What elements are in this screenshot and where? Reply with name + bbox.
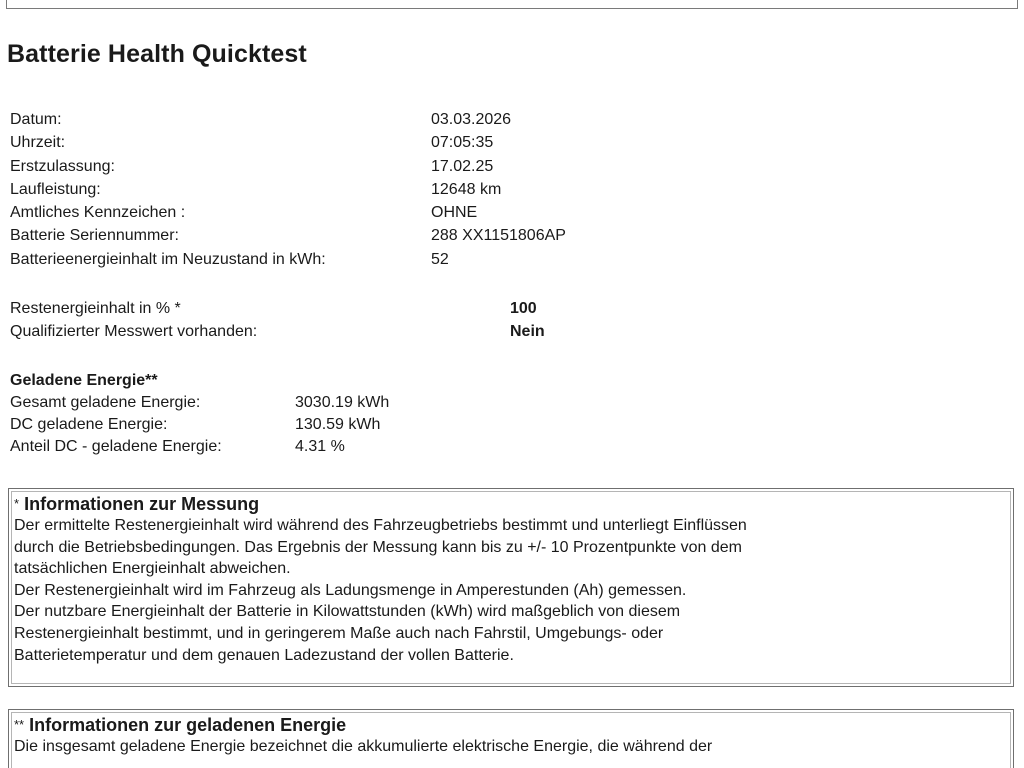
note-line: durch die Betriebsbedingungen. Das Ergebnis der Messung kann bis zu +/- 10 Prozentpunkte von dem (14, 538, 742, 556)
result-label: Qualifizierter Messwert vorhanden: (10, 323, 258, 340)
footnote-marker: * (14, 496, 20, 511)
info-value: 17.02.25 (431, 157, 494, 175)
energy-value: 130.59 kWh (295, 416, 381, 433)
measurement-info-title: Informationen zur Messung (24, 494, 260, 514)
previous-section-frame (6, 0, 1018, 9)
note-line: Der ermittelte Restenergieinhalt wird während des Fahrzeugbetriebs bestimmt und unterliegt Einflüssen (14, 517, 747, 534)
measurement-info-box (8, 488, 1014, 687)
energy-value: 3030.19 kWh (295, 394, 390, 411)
energy-label: Gesamt geladene Energie: (10, 394, 201, 411)
charged-energy-section (10, 370, 390, 458)
page-title: Batterie Health Quicktest (7, 40, 307, 68)
charged-energy-info-box (8, 709, 1014, 768)
note-line: tatsächlichen Energieinhalt abweichen. (14, 560, 291, 578)
info-value: 07:05:35 (431, 134, 494, 152)
charged-energy-info-title: Informationen zur geladenen Energie (29, 715, 347, 735)
info-label: Amtliches Kennzeichen : (10, 204, 186, 222)
note-line: Restenergieinhalt bestimmt, und in geringerem Maße auch nach Fahrstil, Umgebungs- oder (14, 624, 664, 642)
note-line: Der nutzbare Energieinhalt der Batterie in Kilowattstunden (kWh) wird maßgeblich von diesem (14, 603, 681, 621)
result-value: 100 (510, 300, 537, 317)
energy-label: DC geladene Energie: (10, 416, 168, 433)
info-value: 288 XX1151806AP (431, 227, 566, 245)
energy-value: 4.31 % (295, 438, 345, 455)
energy-row-dc (10, 414, 381, 436)
info-value: 12648 km (431, 180, 502, 198)
info-label: Uhrzeit: (10, 134, 66, 152)
info-label: Datum: (10, 111, 62, 128)
result-label: Restenergieinhalt in % * (10, 300, 181, 317)
measurement-info-heading (14, 493, 1007, 515)
info-label: Laufleistung: (10, 180, 101, 198)
info-value: 03.03.2026 (431, 111, 512, 128)
note-line: Die insgesamt geladene Energie bezeichnet die akkumulierte elektrische Energie, die während der (14, 738, 713, 755)
energy-row-total (10, 392, 390, 414)
charged-energy-info-heading (14, 714, 1007, 736)
result-value: Nein (510, 323, 545, 340)
info-label: Batterie Seriennummer: (10, 227, 179, 245)
note-line: Batterietemperatur und dem genauen Ladezustand der vollen Batterie. (14, 646, 514, 664)
note-line: Der Restenergieinhalt wird im Fahrzeug als Ladungsmenge in Amperestunden (Ah) gemessen. (14, 581, 687, 599)
info-value: 52 (431, 250, 449, 268)
info-label: Erstzulassung: (10, 157, 115, 175)
energy-row-dc-share (10, 436, 345, 458)
info-label: Batterieenergieinhalt im Neuzustand in kWh: (10, 250, 326, 268)
charged-energy-heading: Geladene Energie** (10, 372, 158, 389)
info-value: OHNE (431, 204, 478, 222)
energy-label: Anteil DC - geladene Energie: (10, 438, 222, 455)
footnote-marker: ** (14, 717, 25, 732)
